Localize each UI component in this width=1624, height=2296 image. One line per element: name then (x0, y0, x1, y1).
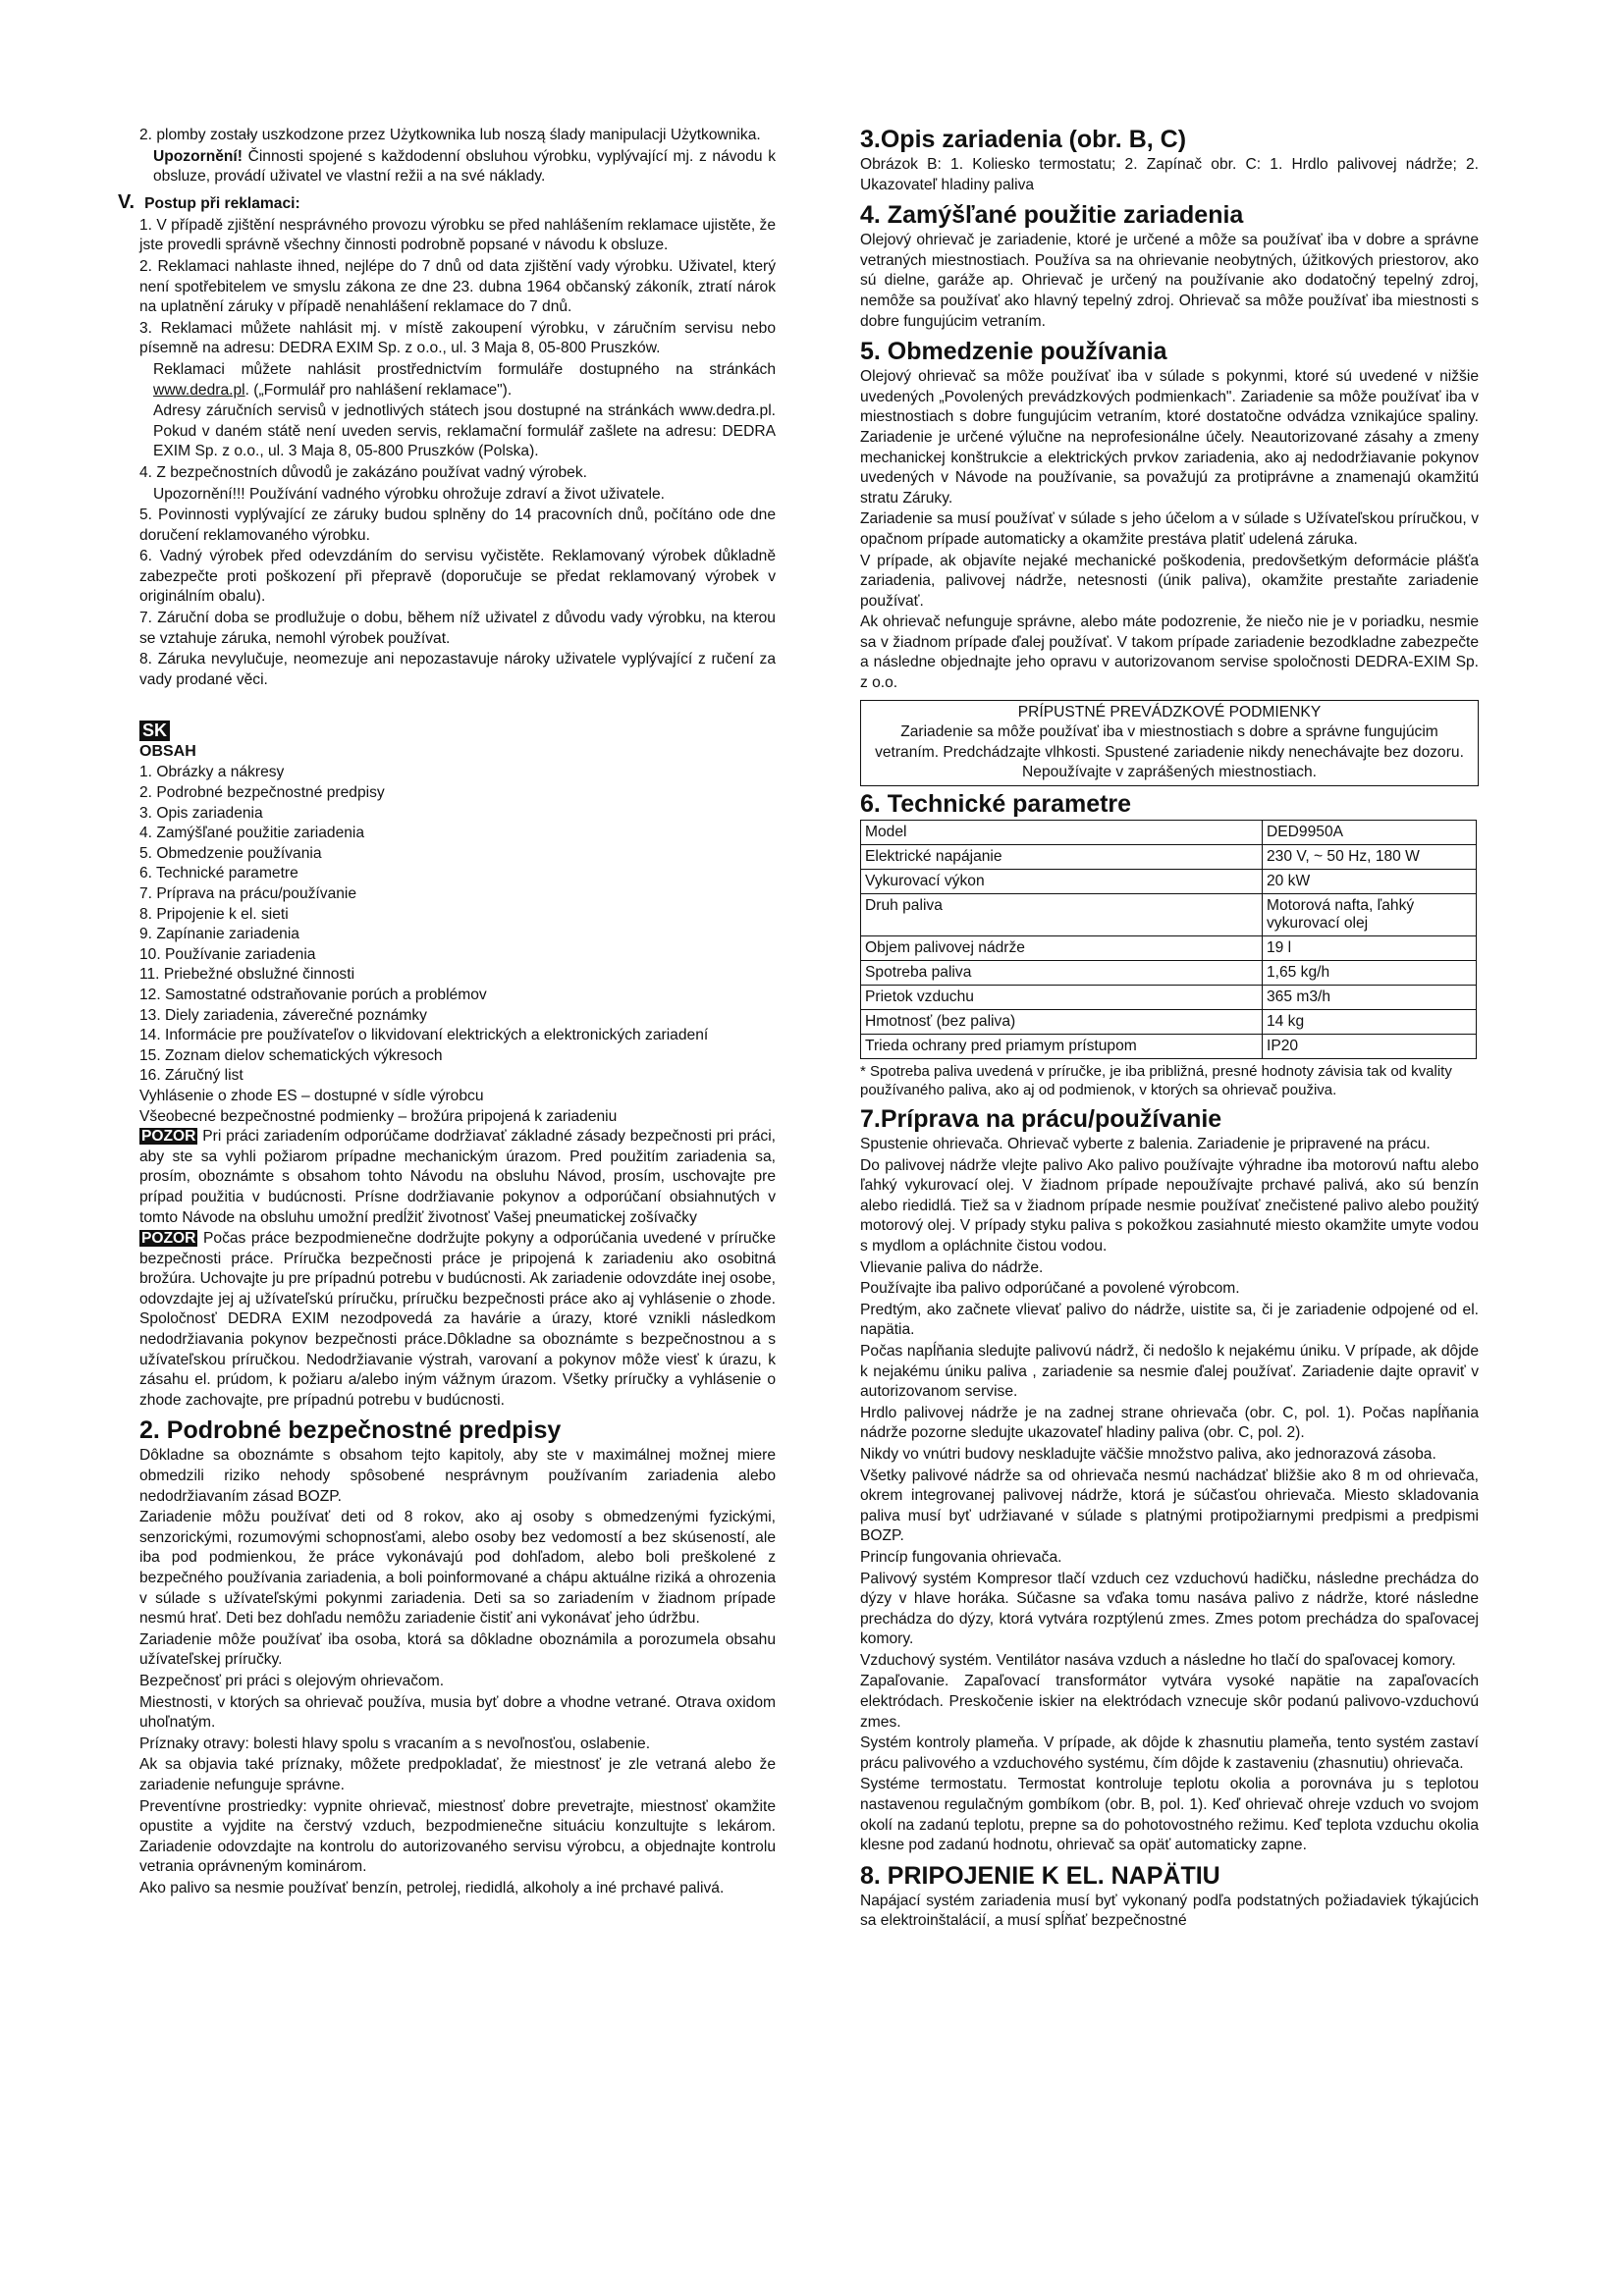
toc-item: 13. Diely zariadenia, záverečné poznámky (139, 1006, 427, 1024)
param-name: Hmotnosť (bez paliva) (861, 1010, 1263, 1035)
section-6-heading: 6. Technické parametre (860, 790, 1132, 819)
table-row (861, 1010, 1477, 1035)
section-2-heading: 2. Podrobné bezpečnostné predpisy (139, 1416, 562, 1445)
section-7-paragraph: Počas napĺňania sledujte palivovú nádrž, či nedošlo k nejakému úniku. V prípade, ak dôjde k nejakému úniku paliva , zariadenie sa nesmie ďalej používať. Zariadenie dajte opraviť v autorizovanom servise. (860, 1342, 1479, 1401)
toc-item: 10. Používanie zariadenia (139, 945, 316, 963)
section-4-heading: 4. Zamýšľané použitie zariadenia (860, 201, 1244, 230)
claim-online-paragraph (139, 360, 776, 400)
toc-item: 4. Zamýšľané použitie zariadenia (139, 825, 365, 842)
claim-address-paragraph: Adresy záručních servisů v jednotlivých státech jsou dostupné na stránkách www.dedra.pl. Pokud v daném státě není uveden servis, reklamační formulář zašlete na adresu: DEDRA EXIM Sp. z o.o., ul. 3 Maja 8, 05-800 Pruszków (Polska). (153, 402, 776, 460)
param-name: Prietok vzduchu (861, 986, 1263, 1010)
section-7-paragraph: Predtým, ako začnete vlievať palivo do nádrže, uistite sa, či je zariadenie odpojené od el. napätia. (860, 1301, 1479, 1339)
pozor-text-2: Počas práce bezpodmienečne dodržujte pokyny a odporúčania uvedené v príručke bezpečnosti práce. Príručka bezpečnosti práce je pripojená k zariadeniu ako osobitná brožúra. Uchovajte ju pre prípadnú potrebu v budúcnosti. Ak zariadenie odovzdáte inej osobe, odovzdajte jej aj užívateľskú príručku, príručku bezpečnosti práce ako aj vyhlásenie o zhode. Spoločnosť DEDRA EXIM nezodpovedá za havárie a úrazy, ktoré vznikli následkom nedodržiavania pokynov bezpečnosti práce.Dôkladne sa oboznámte s bezpečnostnou a s užívateľskou príručkou. Nedodržiavanie výstrah, varovaní a pokynov môže viesť k úrazu, k zásahu el. prúdom, k požiaru a/alebo iným vážnym úrazom. Všetky príručky a vyhlásenie o zhode zachovajte, pre prípadnú potrebu v budúcnosti. (139, 1230, 776, 1409)
param-value: 230 V, ~ 50 Hz, 180 W (1263, 845, 1477, 870)
declaration-line: Vyhlásenie o zhode ES – dostupné v sídle výrobcu (139, 1087, 484, 1104)
section-7-paragraph: Systém kontroly plameňa. V prípade, ak dôjde k zhasnutiu plameňa, tento systém zastaví prácu palivového a vzduchového systému, čím dôjde k zastaveniu (zhasnutiu) ohrievača. (860, 1735, 1479, 1772)
claim-online-pre: Reklamaci můžete nahlásit prostřednictvím formuláře dostupného na stránkách (153, 360, 776, 378)
toc-item: 15. Zoznam dielov schematických výkresoch (139, 1046, 443, 1064)
obsah-title: OBSAH (139, 743, 196, 761)
section-3-text: Obrázok B: 1. Koliesko termostatu; 2. Zapínač obr. C: 1. Hrdlo palivovej nádrže; 2. Ukazovateľ hladiny paliva (860, 156, 1479, 193)
pozor-text-1: Pri práci zariadením odporúčame dodržiavať základné zásady bezpečnosti pri práci, aby ste sa vyhli požiarom prípadne mechanickým úrazom. Pred použitím zariadenia sa, prosím, oboznámte s obsahom tohto Návodu na obsluhu Návod, prosím, uschovajte pre prípad použitia v budúcnosti. Prísne dodržiavanie pokynov a odporúčaní obsiahnutých v tomto Návode na obsluhu umožní predĺžiť životnosť Vašej pneumatickej zošívačky (139, 1128, 776, 1226)
section-7-paragraph: Vlievanie paliva do nádrže. (860, 1258, 1044, 1276)
toc-item: 16. Záručný list (139, 1067, 244, 1085)
pozor-paragraph-1 (139, 1127, 776, 1228)
section-3-heading: 3.Opis zariadenia (obr. B, C) (860, 126, 1187, 153)
table-of-contents (139, 763, 776, 1087)
left-column (118, 126, 776, 1900)
fuel-consumption-note: * Spotreba paliva uvedená v príručke, je iba približná, presné hodnoty závisia tak od kvality používaného paliva, ako aj od podmienok, v ktorých sa ohrievač použiva. (860, 1063, 1452, 1099)
section-7-paragraph: Hrdlo palivovej nádrže je na zadnej strane ohrievača (obr. C, pol. 1). Počas napĺňania nádrže pozorne sledujte ukazovateľ hladiny paliva (obr. C, pol. 2). (860, 1404, 1479, 1442)
operating-conditions-text: Zariadenie sa môže používať iba v miestnostiach s dobre a správne fungujúcim vetraním. Predchádzajte vlhkosti. Spustené zariadenie nikdy nenechávajte bez dozoru. Nepoužívajte v zaprášených miestnostiach. (875, 723, 1464, 781)
table-row (861, 1035, 1477, 1059)
section-7-paragraph: Palivový systém Kompresor tlačí vzduch cez vzduchovú hadičku, následne prechádza do dýzy v hlave horáka. Súčasne sa vďaka tomu nasáva palivo z nádrže, ktoré následne prechádza do dýzy, ktorá vytvára rozptýlenú zmes. Zmes potom prechádza do spaľovacej komory. (860, 1570, 1479, 1648)
section-2-paragraph: Ak sa objavia také príznaky, môžete predpokladať, že miestnosť je zle vetraná alebo že zariadenie nefunguje správne. (139, 1756, 776, 1793)
param-value: 19 l (1263, 936, 1477, 961)
pozor-paragraph-2 (139, 1229, 776, 1411)
section-5-paragraph: Olejový ohrievač sa môže používať iba v súlade s pokynmi, ktoré sú uvedené v nižšie uvedených „Povolených prevádzkových podmienkach". Zariadenie sa môže používať iba v miestnostiach s dobre fungujúcim vetraním, ktoré dostatočne odvádza vznikajúce spaliny. Zariadenie je určené výlučne na neprofesionálne účely. Neautorizované zásahy a zmeny mechanickej konštrukcie a elektrických prvkov zariadenia, ako aj nedodržiavanie pokynov uvedených v Návode na používanie, sa považujú za protiprávne a znamenajú okamžitú stratu Záruky. (860, 368, 1479, 507)
section-8-text: Napájací systém zariadenia musí byť vykonaný podľa podstatných požiadaviek týkajúcich sa elektroinštalácií, a musí spĺňať bezpečnostné (860, 1892, 1479, 1930)
section-7-paragraph: Systéme termostatu. Termostat kontroluje teplotu okolia a porovnáva ju s teplotou nastavenou regulačným gombíkom (obr. B, pol. 1). Keď ohrievač ohreje vzduch vo svojom okolí na zadanú teplotu, prepne sa do pohotovostného režimu. Keď teplota vzduchu okolia klesne pod zadanú hodnotu, ohrievač sa opäť automaticky zapne. (860, 1776, 1479, 1854)
section-7-paragraph: Spustenie ohrievača. Ohrievač vyberte z balenia. Zariadenie je pripravené na prácu. (860, 1136, 1431, 1153)
param-value: 14 kg (1263, 1010, 1477, 1035)
pozor-badge: POZOR (141, 1230, 196, 1248)
param-value: 20 kW (1263, 870, 1477, 894)
section-2-paragraph: Miestnosti, v ktorých sa ohrievač používa, musia byť dobre a vhodne vetrané. Otrava oxidom uhoľnatým. (139, 1693, 776, 1732)
claim-item-5: 5. Povinnosti vyplývající ze záruky budou splněny do 14 pracovních dnů, počítáno ode dne doručení reklamovaného výrobku. (139, 507, 776, 544)
section-5-paragraph: Zariadenie sa musí používať v súlade s jeho účelom a v súlade s Užívateľskou príručkou, v opačnom prípade automaticky a okamžite prestáva platiť udelená záruka. (860, 510, 1479, 548)
section-v-roman: V. (118, 190, 135, 213)
section-v-title: Postup při reklamaci: (144, 194, 300, 212)
param-value: Motorová nafta, ľahký vykurovací olej (1263, 894, 1477, 936)
param-name: Trieda ochrany pred priamym prístupom (861, 1035, 1263, 1059)
section-4-text: Olejový ohrievač je zariadenie, ktoré je určené a môže sa používať iba v dobre a správne vetraných miestnostiach. Používa sa na ohrievanie neobytných, úžitkových priestorov, ako sú dielne, garáže ap. Ohrievač je určený na používanie ako dodatočný tepelný zdroj, nemôže sa používať ako hlavný tepelný zdroj. Ohrievač sa môže používať iba miestnosti s dobre fungujúcim vetraním. (860, 232, 1479, 330)
toc-item: 8. Pripojenie k el. sieti (139, 905, 289, 923)
toc-item: 6. Technické parametre (139, 865, 298, 882)
section-7-paragraph: Princíp fungovania ohrievača. (860, 1548, 1062, 1566)
sk-language-badge: SK (139, 721, 170, 741)
toc-item: 5. Obmedzenie používania (139, 844, 322, 862)
claim-item-4: 4. Z bezpečnostních důvodů je zakázáno používat vadný výrobek. (139, 463, 587, 481)
table-row (861, 961, 1477, 986)
section-7-paragraph: Zapaľovanie. Zapaľovací transformátor vytvára vysoké napätie na zapaľovacích elektródach. Preskočenie iskier na elektródach vznecuje skôr podanú palivovo-vzduchovú zmes. (860, 1673, 1479, 1731)
claim-item-7: 7. Záruční doba se prodlužuje o dobu, během níž uživatel z důvodu vady výrobku, na kterou se vztahuje záruka, nemohl výrobek používat. (139, 610, 776, 647)
claim-item-4-warning: Upozornění!!! Používání vadného výrobku ohrožuje zdraví a život uživatele. (153, 485, 665, 503)
operating-conditions-title: PRÍPUSTNÉ PREVÁDZKOVÉ PODMIENKY (1017, 703, 1322, 721)
toc-item: 3. Opis zariadenia (139, 804, 263, 822)
claim-item-2: 2. Reklamaci nahlaste ihned, nejlépe do 7 dnů od data zjištění vady výrobku. Uživatel, který není spotřebitelem ve smyslu zákona ze dne 23. dubna 1964 občanský zákoník, ztratí nárok na uplatnění záruky v případě nenahlášení reklamace do 7 dnů. (139, 257, 776, 316)
dedra-link[interactable]: www.dedra.pl (153, 381, 245, 399)
upozorneni-text: Činnosti spojené s každodenní obsluhou výrobku, vyplývající mj. z návodu k obsluze, provádí uživatel ve vlastní režii a na své náklady. (153, 147, 776, 186)
section-2-paragraph: Ako palivo sa nesmie používať benzín, petrolej, riedidlá, alkoholy a iné prchavé palivá. (139, 1879, 725, 1896)
claim-item-6: 6. Vadný výrobek před odevzdáním do servisu vyčistěte. Reklamovaný výrobek důkladně zabezpečte proti poškození při přepravě (doporučuje se předat reklamovaný výrobek v originálním obalu). (139, 548, 776, 606)
upozorneni-label: Upozornění! (153, 147, 243, 165)
table-row (861, 845, 1477, 870)
table-row (861, 821, 1477, 845)
claim-item-8: 8. Záruka nevylučuje, neomezuje ani nepozastavuje nároky uživatele vyplývající z ručení za vady prodané věci. (139, 651, 776, 688)
section-7-paragraph: Používajte iba palivo odporúčané a povolené výrobcom. (860, 1280, 1240, 1298)
table-row (861, 986, 1477, 1010)
warranty-item-2: 2. plomby zostały uszkodzone przez Użytkownika lub noszą ślady manipulacji Użytkownika. (139, 127, 761, 143)
table-row (861, 936, 1477, 961)
section-7-paragraph: Do palivovej nádrže vlejte palivo Ako palivo používajte výhradne iba motorovú naftu alebo ľahký vykurovací olej. V žiadnom prípade nepoužívajte prchavé palivá, ako sú benzín alebo riedidlá. Tiež sa v žiadnom prípade nesmie používať znečistené palivo alebo použitý motorový olej. V prípady styku paliva s pokožkou zasiahnuté miesto okamžite umyte vodou s mydlom a opláchnite čistou vodou. (860, 1156, 1479, 1255)
toc-item: 7. Príprava na prácu/používanie (139, 885, 357, 902)
operating-conditions-box (860, 700, 1479, 786)
general-safety-line: Všeobecné bezpečnostné podmienky – brožúra pripojená k zariadeniu (139, 1107, 618, 1125)
toc-item: 11. Priebežné obslužné činnosti (139, 966, 355, 984)
toc-item: 9. Zapínanie zariadenia (139, 926, 299, 943)
section-7-paragraph: Vzduchový systém. Ventilátor nasáva vzduch a následne ho tlačí do spaľovacej komory. (860, 1651, 1456, 1669)
section-5-heading: 5. Obmedzenie používania (860, 338, 1167, 366)
section-8-heading: 8. PRIPOJENIE K EL. NAPÄTIU (860, 1861, 1220, 1890)
toc-item: 12. Samostatné odstraňovanie porúch a problémov (139, 986, 487, 1003)
section-2-paragraph: Príznaky otravy: bolesti hlavy spolu s vracaním a s nevoľnosťou, oslabenie. (139, 1735, 651, 1752)
claim-item-3: 3. Reklamaci můžete nahlásit mj. v místě zakoupení výrobku, v záručním servisu nebo písemně na adresu: DEDRA EXIM Sp. z o.o., ul. 3 Maja 8, 05-800 Pruszków. (139, 319, 776, 357)
sk-badge-wrap (139, 691, 776, 741)
claim-item-1: 1. V případě zjištění nesprávného provozu výrobku se před nahlášením reklamace ujistěte, že jste provedli správně všechny činnosti podrobně popsané v návodu k obsluze. (139, 216, 776, 254)
section-5-paragraph: V prípade, ak objavíte nejaké mechanické poškodenia, predovšetkým deformácie plášťa zariadenia, palivovej nádrže, netesnosti (únik paliva), okamžite prestaňte zariadenie používať. (860, 552, 1479, 610)
param-value: 365 m3/h (1263, 986, 1477, 1010)
claim-online-post: . („Formulář pro nahlášení reklamace"). (244, 381, 513, 399)
toc-item: 1. Obrázky a nákresy (139, 764, 285, 781)
param-name: Druh paliva (861, 894, 1263, 936)
table-row (861, 894, 1477, 936)
param-name: Spotreba paliva (861, 961, 1263, 986)
param-value: 1,65 kg/h (1263, 961, 1477, 986)
param-value: IP20 (1263, 1035, 1477, 1059)
toc-item: 2. Podrobné bezpečnostné predpisy (139, 784, 385, 802)
section-7-heading: 7.Príprava na prácu/používanie (860, 1105, 1222, 1134)
param-name: Model (861, 821, 1263, 845)
technical-parameters-table (860, 820, 1477, 1059)
section-7-paragraph: Nikdy vo vnútri budovy neskladujte väčšie množstvo paliva, ako jednorazová zásoba. (860, 1445, 1436, 1463)
table-row (861, 870, 1477, 894)
toc-item: 14. Informácie pre používateľov o likvidovaní elektrických a elektronických zariadení (139, 1027, 709, 1044)
section-5-paragraph: Ak ohrievač nefunguje správne, alebo máte podozrenie, že niečo nie je v poriadku, nesmie sa v žiadnom prípade ďalej používať. V takom prípade zariadenie bezodkladne zabezpečte a následne objednajte jeho opravu v autorizovanom servise spoločnosti DEDRA-EXIM Sp. z o.o. (860, 614, 1479, 692)
section-2-paragraph: Bezpečnosť pri práci s olejovým ohrievačom. (139, 1672, 445, 1689)
param-value: DED9950A (1263, 821, 1477, 845)
section-2-paragraph: Zariadenie môže používať iba osoba, ktorá sa dôkladne oboznámila a porozumela obsahu užívateľskej príručky. (139, 1630, 776, 1669)
section-2-paragraph: Dôkladne sa oboznámte s obsahom tejto kapitoly, aby ste v maximálnej možnej miere obmedzili riziko nehody spôsobené nesprávnym používaním zariadenia alebo nedodržiavaním zásad BOZP. (139, 1447, 776, 1505)
param-name: Elektrické napájanie (861, 845, 1263, 870)
section-2-paragraph: Zariadenie môžu používať deti od 8 rokov, ako aj osoby s obmedzenými fyzickými, senzorickými, rozumovými schopnosťami, alebo osoby bez vedomostí a bez skúseností, ale iba pod podmienkou, že práce vykonávajú pod dohľadom, alebo boli preškolené z bezpečného používania zariadenia, a boli poinformované a chápu aktuálne riziká a ohrozenia v súlade s užívateľskými pokynmi zariadenia. Deti sa so zariadením v žiadnom prípade nesmú hrať. Deti bez dohľadu nemôžu zariadenie čistiť ani vykonávať jeho údržbu. (139, 1509, 776, 1628)
param-name: Objem palivovej nádrže (861, 936, 1263, 961)
section-v-heading (118, 191, 776, 214)
pozor-badge: POZOR (141, 1128, 196, 1146)
section-2-paragraph: Preventívne prostriedky: vypnite ohrievač, miestnosť dobre prevetrajte, miestnosť okamžite opustite a vyjdite na čerstvý vzduch, bezpodmienečne situáciu konzultujte s lekárom. Zariadenie odovzdajte na kontrolu do autorizovaného servisu výrobcu, a objednajte kontrolu vetrania oprávneným kominárom. (139, 1797, 776, 1876)
right-column (860, 126, 1479, 1933)
upozorneni-paragraph (139, 147, 776, 187)
section-7-paragraph: Všetky palivové nádrže sa od ohrievača nesmú nachádzať bližšie ako 8 m od ohrievača, okrem integrovanej palivovej nádrže, ktorá je súčasťou ohrievača. Miesto skladovania paliva musí byť udržiavané v súlade s platnými protipožiarnymi predpismi a predpismi BOZP. (860, 1467, 1479, 1545)
param-name: Vykurovací výkon (861, 870, 1263, 894)
